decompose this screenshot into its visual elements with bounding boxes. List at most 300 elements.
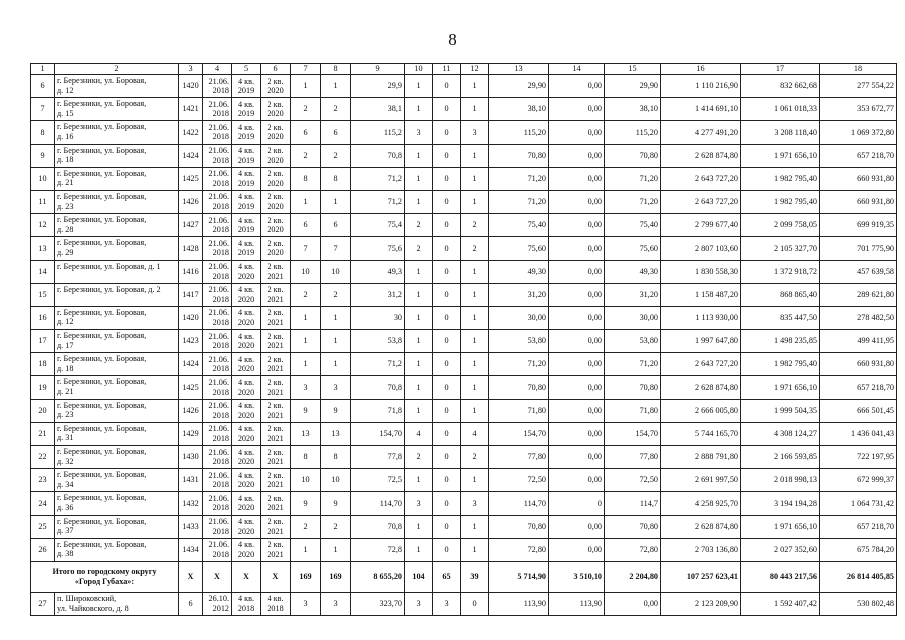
amount-c18: 289 621,80	[820, 283, 897, 306]
amount-c17: 1 372 918,72	[741, 260, 820, 283]
amount-c15: 75,60	[605, 237, 661, 260]
amount-c17: 1 498 235,85	[741, 330, 820, 353]
date-cell-line: 2018	[212, 410, 229, 420]
amount-c16: 1 830 558,30	[661, 260, 741, 283]
value-c8: 3	[321, 592, 351, 615]
value-c12: 1	[461, 260, 489, 283]
house-id: 1425	[179, 376, 203, 399]
amount-c14: 0,00	[549, 399, 605, 422]
value-c11: 0	[433, 98, 461, 121]
value-c11: 0	[433, 306, 461, 329]
amount-c14: 0,00	[549, 121, 605, 144]
column-header-17: 17	[741, 64, 820, 75]
amount-c15: 71,20	[605, 353, 661, 376]
house-id: 1417	[179, 283, 203, 306]
amount-c18: 530 802,48	[820, 592, 897, 615]
house-id: 1432	[179, 492, 203, 515]
value-c12: 2	[461, 446, 489, 469]
amount-c13: 70,80	[489, 515, 549, 538]
total-row	[31, 561, 897, 592]
row-number: 24	[31, 492, 55, 515]
date-cell	[203, 167, 232, 190]
completion-quarter-cell-line: 2 кв.	[267, 377, 284, 387]
date-cell	[203, 538, 232, 561]
planned-quarter-cell-line: 2018	[237, 603, 255, 613]
planned-quarter-cell-line: 2019	[237, 178, 255, 188]
amount-c15: 29,90	[605, 75, 661, 98]
amount-c13: 38,10	[489, 98, 549, 121]
value-c8: 1	[321, 306, 351, 329]
amount-c16: 2 643 727,20	[661, 190, 741, 213]
total-c5: X	[232, 561, 261, 592]
row-number: 7	[31, 98, 55, 121]
date-cell-line: 21.06.	[208, 493, 229, 503]
date-cell-line: 2018	[212, 457, 229, 467]
value-c12: 1	[461, 353, 489, 376]
row-number: 25	[31, 515, 55, 538]
amount-c14: 0,00	[549, 167, 605, 190]
address-cell-line: г. Березники, ул. Боровая,	[57, 307, 147, 317]
address-cell-line: д. 21	[57, 178, 74, 188]
amount-c13: 71,80	[489, 399, 549, 422]
date-cell-line: 21.06.	[208, 99, 229, 109]
date-cell-line: 21.06.	[208, 377, 229, 387]
total-label	[31, 561, 179, 592]
address-cell	[55, 121, 179, 144]
completion-quarter-cell	[261, 167, 291, 190]
value-c9: 154,70	[351, 422, 405, 445]
value-c11: 0	[433, 144, 461, 167]
date-cell	[203, 75, 232, 98]
date-cell	[203, 376, 232, 399]
row-number: 20	[31, 399, 55, 422]
value-c12: 0	[461, 592, 489, 615]
completion-quarter-cell-line: 2021	[267, 457, 284, 467]
completion-quarter-cell	[261, 330, 291, 353]
planned-quarter-cell	[232, 515, 261, 538]
planned-quarter-cell-line: 2020	[237, 387, 255, 397]
value-c7: 9	[291, 399, 321, 422]
amount-c14: 0,00	[549, 538, 605, 561]
row-number: 17	[31, 330, 55, 353]
value-c12: 1	[461, 167, 489, 190]
planned-quarter-cell-line: 4 кв.	[237, 285, 255, 295]
completion-quarter-cell	[261, 190, 291, 213]
amount-c16: 2 703 136,80	[661, 538, 741, 561]
value-c9: 49,3	[351, 260, 405, 283]
completion-quarter-cell-line: 2 кв.	[267, 215, 284, 225]
column-header-3: 3	[179, 64, 203, 75]
amount-c17: 1 982 795,40	[741, 190, 820, 213]
amount-c14: 0,00	[549, 306, 605, 329]
date-cell-line: 2018	[212, 480, 229, 490]
amount-c15: 77,80	[605, 446, 661, 469]
value-c8: 10	[321, 469, 351, 492]
amount-c18: 657 218,70	[820, 144, 897, 167]
row-number: 9	[31, 144, 55, 167]
value-c7: 1	[291, 75, 321, 98]
amount-c18: 699 919,35	[820, 214, 897, 237]
house-id: 1420	[179, 306, 203, 329]
amount-c18: 277 554,22	[820, 75, 897, 98]
total-c13: 5 714,90	[489, 561, 549, 592]
amount-c18: 672 999,37	[820, 469, 897, 492]
amount-c16: 2 628 874,80	[661, 144, 741, 167]
address-cell-line: г. Березники, ул. Боровая,	[57, 331, 147, 341]
planned-quarter-cell-line: 4 кв.	[237, 401, 255, 411]
column-header-6: 6	[261, 64, 291, 75]
table-row	[31, 75, 897, 98]
total-label-line: «Город Губаха»:	[74, 576, 135, 586]
completion-quarter-cell-line: 2021	[267, 317, 284, 327]
planned-quarter-cell-line: 4 кв.	[237, 238, 255, 248]
value-c8: 1	[321, 75, 351, 98]
amount-c15: 31,20	[605, 283, 661, 306]
planned-quarter-cell	[232, 98, 261, 121]
value-c9: 71,8	[351, 399, 405, 422]
column-header-18: 18	[820, 64, 897, 75]
planned-quarter-cell-line: 2020	[237, 526, 255, 536]
address-cell	[55, 167, 179, 190]
house-id: 1428	[179, 237, 203, 260]
amount-c17: 1 971 656,10	[741, 515, 820, 538]
planned-quarter-cell-line: 2019	[237, 248, 255, 258]
planned-quarter-cell-line: 2020	[237, 457, 255, 467]
row-number: 22	[31, 446, 55, 469]
value-c7: 2	[291, 144, 321, 167]
completion-quarter-cell	[261, 98, 291, 121]
address-cell-line: д. 36	[57, 502, 74, 512]
row-number: 6	[31, 75, 55, 98]
house-id: 1427	[179, 214, 203, 237]
completion-quarter-cell-line: 4 кв.	[267, 594, 284, 604]
value-c10: 1	[405, 330, 433, 353]
amount-c14: 0,00	[549, 214, 605, 237]
value-c9: 72,5	[351, 469, 405, 492]
completion-quarter-cell-line: 2021	[267, 549, 284, 559]
amount-c16: 1 158 487,20	[661, 283, 741, 306]
amount-c13: 30,00	[489, 306, 549, 329]
planned-quarter-cell-line: 2020	[237, 271, 255, 281]
value-c10: 1	[405, 144, 433, 167]
amount-c15: 71,80	[605, 399, 661, 422]
house-id: 1434	[179, 538, 203, 561]
value-c9: 53,8	[351, 330, 405, 353]
table-row	[31, 422, 897, 445]
planned-quarter-cell-line: 4 кв.	[237, 540, 255, 550]
date-cell	[203, 144, 232, 167]
completion-quarter-cell	[261, 469, 291, 492]
completion-quarter-cell-line: 2020	[267, 202, 284, 212]
amount-c15: 114,7	[605, 492, 661, 515]
address-cell-line: д. 18	[57, 155, 74, 165]
total-c11: 65	[433, 561, 461, 592]
amount-c13: 71,20	[489, 167, 549, 190]
planned-quarter-cell	[232, 376, 261, 399]
address-cell-line: г. Березники, ул. Боровая,	[57, 539, 147, 549]
amount-c18: 701 775,90	[820, 237, 897, 260]
address-cell-line: д. 28	[57, 224, 74, 234]
value-c8: 2	[321, 98, 351, 121]
address-cell	[55, 75, 179, 98]
table-row	[31, 515, 897, 538]
address-cell-line: г. Березники, ул. Боровая,	[57, 122, 147, 132]
value-c11: 0	[433, 422, 461, 445]
date-cell-line: 26.10.	[208, 594, 229, 604]
address-cell-line: г. Березники, ул. Боровая, д. 1	[57, 261, 161, 271]
completion-quarter-cell	[261, 592, 291, 615]
address-cell-line: д. 18	[57, 363, 74, 373]
amount-c16: 2 666 005,80	[661, 399, 741, 422]
completion-quarter-cell-line: 2 кв.	[267, 470, 284, 480]
completion-quarter-cell	[261, 422, 291, 445]
table-row	[31, 190, 897, 213]
address-cell-line: г. Березники, ул. Боровая,	[57, 493, 147, 503]
amount-c18: 1 064 731,42	[820, 492, 897, 515]
completion-quarter-cell	[261, 237, 291, 260]
planned-quarter-cell-line: 2019	[237, 225, 255, 235]
address-cell-line: д. 12	[57, 85, 74, 95]
planned-quarter-cell	[232, 75, 261, 98]
amount-c13: 75,60	[489, 237, 549, 260]
completion-quarter-cell-line: 2 кв.	[267, 262, 284, 271]
date-cell-line: 2018	[212, 503, 229, 513]
planned-quarter-cell-line: 2020	[237, 294, 255, 304]
value-c9: 71,2	[351, 190, 405, 213]
value-c9: 71,2	[351, 167, 405, 190]
table-row	[31, 353, 897, 376]
amount-c14: 0,00	[549, 515, 605, 538]
planned-quarter-cell	[232, 190, 261, 213]
address-cell-line: г. Березники, ул. Боровая,	[57, 423, 147, 433]
amount-c17: 2 018 998,13	[741, 469, 820, 492]
value-c7: 3	[291, 592, 321, 615]
planned-quarter-cell-line: 4 кв.	[237, 308, 255, 318]
date-cell-line: 21.06.	[208, 447, 229, 457]
date-cell-line: 21.06.	[208, 215, 229, 225]
value-c12: 2	[461, 214, 489, 237]
address-cell-line: г. Березники, ул. Боровая,	[57, 400, 147, 410]
value-c9: 75,6	[351, 237, 405, 260]
value-c7: 3	[291, 376, 321, 399]
date-cell-line: 2018	[212, 387, 229, 397]
address-cell-line: д. 23	[57, 410, 74, 420]
value-c11: 0	[433, 167, 461, 190]
planned-quarter-cell	[232, 492, 261, 515]
address-cell-line: д. 38	[57, 549, 74, 559]
value-c9: 71,2	[351, 353, 405, 376]
amount-c13: 75,40	[489, 214, 549, 237]
date-cell	[203, 330, 232, 353]
address-cell	[55, 306, 179, 329]
date-cell-line: 2018	[212, 526, 229, 536]
value-c8: 2	[321, 283, 351, 306]
date-cell-line: 2012	[212, 603, 229, 613]
date-cell	[203, 353, 232, 376]
address-cell-line: д. 16	[57, 131, 74, 141]
house-id: 1430	[179, 446, 203, 469]
amount-c14: 0	[549, 492, 605, 515]
value-c7: 9	[291, 492, 321, 515]
planned-quarter-cell-line: 2020	[237, 341, 255, 351]
value-c11: 0	[433, 353, 461, 376]
amount-c14: 0,00	[549, 376, 605, 399]
address-cell	[55, 260, 179, 283]
value-c11: 0	[433, 214, 461, 237]
value-c12: 1	[461, 190, 489, 213]
value-c10: 1	[405, 167, 433, 190]
completion-quarter-cell-line: 2021	[267, 294, 284, 304]
planned-quarter-cell	[232, 353, 261, 376]
amount-c16: 2 807 103,60	[661, 237, 741, 260]
date-cell-line: 2018	[212, 433, 229, 443]
amount-c16: 1 110 216,90	[661, 75, 741, 98]
value-c7: 2	[291, 515, 321, 538]
value-c7: 8	[291, 167, 321, 190]
row-number: 21	[31, 422, 55, 445]
value-c12: 1	[461, 538, 489, 561]
address-cell-line: д. 12	[57, 317, 74, 327]
address-cell	[55, 98, 179, 121]
planned-quarter-cell-line: 2020	[237, 549, 255, 559]
amount-c18: 675 784,20	[820, 538, 897, 561]
column-header-8: 8	[321, 64, 351, 75]
planned-quarter-cell-line: 4 кв.	[237, 146, 255, 156]
value-c8: 8	[321, 446, 351, 469]
value-c9: 30	[351, 306, 405, 329]
amount-c15: 49,30	[605, 260, 661, 283]
table-row	[31, 492, 897, 515]
amount-c15: 53,80	[605, 330, 661, 353]
address-cell-line: г. Березники, ул. Боровая,	[57, 145, 147, 155]
value-c10: 1	[405, 306, 433, 329]
completion-quarter-cell	[261, 353, 291, 376]
value-c10: 3	[405, 492, 433, 515]
value-c11: 0	[433, 121, 461, 144]
completion-quarter-cell	[261, 283, 291, 306]
house-id: 1420	[179, 75, 203, 98]
total-label-line: Итого по городскому округу	[52, 566, 157, 576]
date-cell-line: 2018	[212, 294, 229, 304]
amount-c17: 3 194 194,28	[741, 492, 820, 515]
amount-c14: 0,00	[549, 75, 605, 98]
value-c8: 9	[321, 399, 351, 422]
amount-c16: 4 277 491,20	[661, 121, 741, 144]
date-cell	[203, 469, 232, 492]
amount-c13: 53,80	[489, 330, 549, 353]
value-c7: 10	[291, 469, 321, 492]
amount-c13: 71,20	[489, 190, 549, 213]
value-c8: 1	[321, 538, 351, 561]
planned-quarter-cell-line: 2019	[237, 202, 255, 212]
amount-c13: 113,90	[489, 592, 549, 615]
value-c10: 1	[405, 469, 433, 492]
value-c11: 0	[433, 446, 461, 469]
value-c11: 0	[433, 492, 461, 515]
row-number: 11	[31, 190, 55, 213]
address-cell-line: д. 23	[57, 201, 74, 211]
row-number: 8	[31, 121, 55, 144]
completion-quarter-cell	[261, 260, 291, 283]
amount-c16: 1 414 691,10	[661, 98, 741, 121]
amount-c18: 660 931,80	[820, 190, 897, 213]
value-c12: 1	[461, 399, 489, 422]
address-cell-line: п. Широковский,	[57, 593, 117, 603]
completion-quarter-cell	[261, 306, 291, 329]
total-c8: 169	[321, 561, 351, 592]
date-cell	[203, 283, 232, 306]
value-c8: 3	[321, 376, 351, 399]
amount-c16: 2 643 727,20	[661, 167, 741, 190]
completion-quarter-cell-line: 2021	[267, 433, 284, 443]
total-c12: 39	[461, 561, 489, 592]
date-cell-line: 2018	[212, 178, 229, 188]
amount-c17: 2 105 327,70	[741, 237, 820, 260]
value-c8: 8	[321, 167, 351, 190]
date-cell	[203, 306, 232, 329]
value-c10: 3	[405, 592, 433, 615]
total-c7: 169	[291, 561, 321, 592]
amount-c18: 660 931,80	[820, 353, 897, 376]
completion-quarter-cell	[261, 214, 291, 237]
planned-quarter-cell-line: 4 кв.	[237, 377, 255, 387]
address-cell	[55, 190, 179, 213]
value-c12: 1	[461, 75, 489, 98]
date-cell	[203, 592, 232, 615]
value-c7: 2	[291, 98, 321, 121]
value-c10: 1	[405, 376, 433, 399]
row-number: 12	[31, 214, 55, 237]
planned-quarter-cell	[232, 306, 261, 329]
amount-c15: 72,80	[605, 538, 661, 561]
house-id: 1424	[179, 353, 203, 376]
date-cell-line: 21.06.	[208, 424, 229, 434]
address-cell	[55, 492, 179, 515]
completion-quarter-cell	[261, 121, 291, 144]
amount-c17: 1 999 504,35	[741, 399, 820, 422]
completion-quarter-cell-line: 2 кв.	[267, 285, 284, 295]
value-c11: 0	[433, 237, 461, 260]
amount-c13: 72,50	[489, 469, 549, 492]
table-row	[31, 592, 897, 615]
address-cell	[55, 283, 179, 306]
address-cell-line: г. Березники, ул. Боровая,	[57, 377, 147, 387]
amount-c14: 0,00	[549, 330, 605, 353]
value-c8: 13	[321, 422, 351, 445]
value-c7: 1	[291, 330, 321, 353]
date-cell-line: 21.06.	[208, 76, 229, 86]
amount-c15: 72,50	[605, 469, 661, 492]
amount-c18: 278 482,50	[820, 306, 897, 329]
planned-quarter-cell	[232, 446, 261, 469]
value-c11: 0	[433, 330, 461, 353]
amount-c18: 722 197,95	[820, 446, 897, 469]
amount-c17: 2 027 352,60	[741, 538, 820, 561]
planned-quarter-cell-line: 2020	[237, 480, 255, 490]
date-cell	[203, 237, 232, 260]
address-cell-line: д. 21	[57, 387, 74, 397]
amount-c16: 4 258 925,70	[661, 492, 741, 515]
planned-quarter-cell	[232, 144, 261, 167]
date-cell	[203, 260, 232, 283]
completion-quarter-cell-line: 2 кв.	[267, 517, 284, 527]
amount-c16: 1 113 930,00	[661, 306, 741, 329]
planned-quarter-cell	[232, 237, 261, 260]
completion-quarter-cell	[261, 515, 291, 538]
completion-quarter-cell-line: 2 кв.	[267, 238, 284, 248]
amount-c13: 72,80	[489, 538, 549, 561]
amount-c18: 499 411,95	[820, 330, 897, 353]
